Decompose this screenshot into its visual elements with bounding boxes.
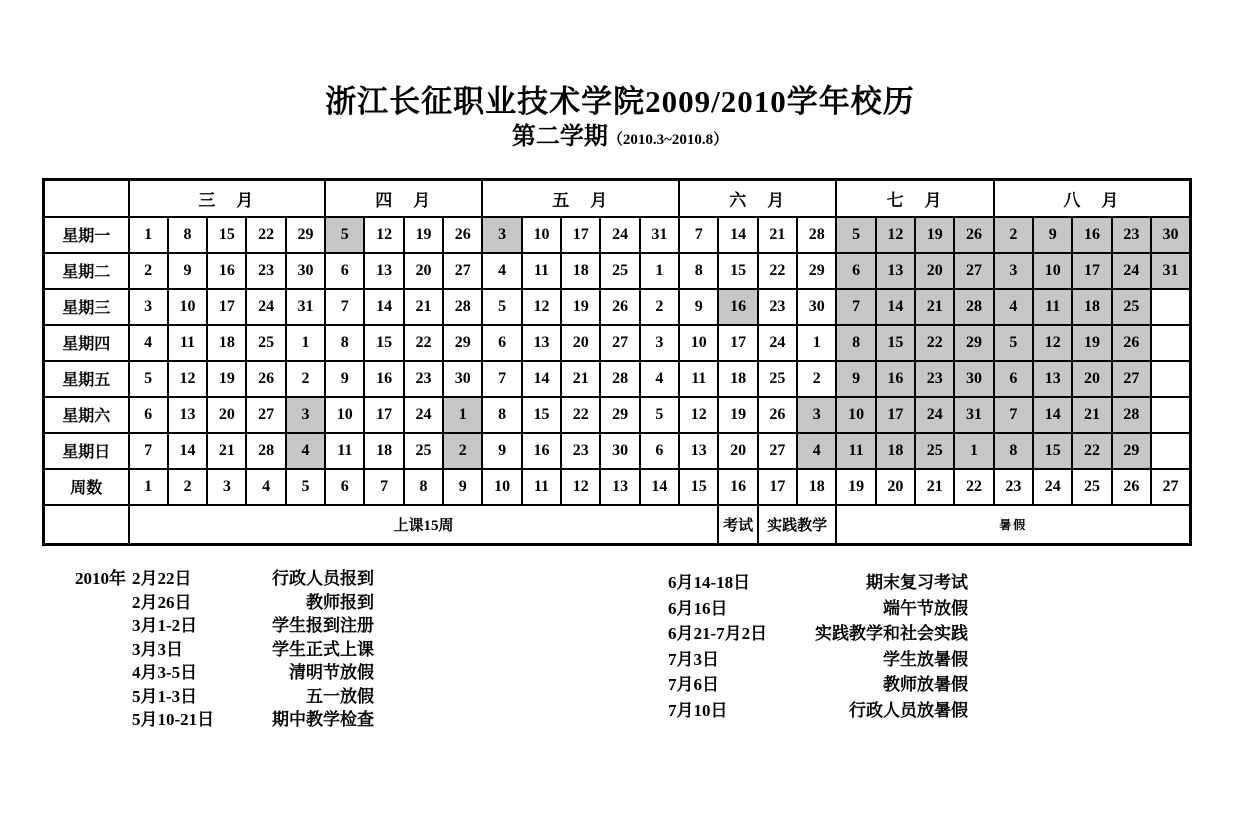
weekday-label: 星期三 [44, 289, 129, 325]
date-cell: 18 [207, 325, 246, 361]
date-cell: 17 [718, 325, 757, 361]
date-cell: 11 [325, 433, 364, 469]
date-cell: 20 [561, 325, 600, 361]
note-event: 教师报到 [306, 592, 374, 612]
period-segment: 上课15周 [129, 505, 719, 545]
date-cell: 26 [758, 397, 797, 433]
week-number-cell: 12 [561, 469, 600, 505]
date-cell: 24 [404, 397, 443, 433]
note-date: 6月16日 [668, 598, 728, 618]
week-number-cell: 27 [1151, 469, 1190, 505]
note-date: 2月26日 [132, 592, 192, 612]
date-cell: 23 [1112, 217, 1151, 253]
date-cell: 10 [679, 325, 718, 361]
date-cell: 25 [1112, 289, 1151, 325]
date-cell: 3 [797, 397, 836, 433]
date-cell: 23 [561, 433, 600, 469]
week-number-row [44, 469, 1191, 505]
date-cell: 6 [129, 397, 168, 433]
corner-cell [44, 505, 129, 545]
note-event: 清明节放假 [289, 663, 374, 682]
date-cell: 25 [600, 253, 639, 289]
date-cell: 14 [1033, 397, 1072, 433]
date-cell: 21 [915, 289, 954, 325]
date-cell: 24 [758, 325, 797, 361]
date-cell: 29 [954, 325, 993, 361]
date-cell: 4 [482, 253, 521, 289]
note-row [75, 685, 374, 709]
date-cell: 25 [758, 361, 797, 397]
month-header: 三 月 [129, 180, 326, 217]
date-cell: 28 [797, 217, 836, 253]
date-cell: 21 [561, 361, 600, 397]
date-cell: 8 [482, 397, 521, 433]
week-number-cell: 20 [876, 469, 915, 505]
date-cell: 15 [876, 325, 915, 361]
date-cell: 8 [325, 325, 364, 361]
date-cell: 30 [443, 361, 482, 397]
date-cell: 9 [1033, 217, 1072, 253]
date-cell: 11 [836, 433, 875, 469]
week-number-cell: 1 [129, 469, 168, 505]
note-date: 6月14-18日 [668, 573, 751, 592]
date-cell: 22 [1072, 433, 1111, 469]
date-cell: 15 [522, 397, 561, 433]
note-row [668, 570, 968, 596]
date-cell: 30 [1151, 217, 1190, 253]
weekday-label: 星期日 [44, 433, 129, 469]
month-header: 四 月 [325, 180, 482, 217]
date-cell: 12 [364, 217, 403, 253]
week-number-cell: 6 [325, 469, 364, 505]
year-label [75, 685, 132, 709]
note-row [75, 614, 374, 638]
date-cell: 27 [758, 433, 797, 469]
date-cell: 2 [129, 253, 168, 289]
weekday-row [44, 433, 1191, 469]
weekday-row [44, 361, 1191, 397]
date-cell: 16 [364, 361, 403, 397]
date-cell: 17 [364, 397, 403, 433]
date-cell: 18 [876, 433, 915, 469]
period-row [44, 505, 1191, 545]
date-cell: 27 [246, 397, 285, 433]
date-cell: 30 [600, 433, 639, 469]
date-cell: 31 [286, 289, 325, 325]
week-number-cell: 15 [679, 469, 718, 505]
date-cell: 5 [482, 289, 521, 325]
date-cell: 21 [404, 289, 443, 325]
date-cell: 15 [207, 217, 246, 253]
note-event: 期末复习考试 [866, 573, 968, 592]
page-subtitle [0, 116, 1240, 151]
date-cell: 17 [207, 289, 246, 325]
date-cell: 2 [994, 217, 1033, 253]
week-number-cell: 3 [207, 469, 246, 505]
date-cell: 14 [168, 433, 207, 469]
week-number-cell: 16 [718, 469, 757, 505]
date-cell: 7 [482, 361, 521, 397]
date-cell: 1 [797, 325, 836, 361]
semester-label: 第二学期 [511, 124, 608, 150]
date-cell: 4 [640, 361, 679, 397]
date-cell: 19 [207, 361, 246, 397]
year-label [75, 661, 132, 685]
note-row [75, 708, 374, 732]
date-cell: 20 [718, 433, 757, 469]
week-number-cell: 19 [836, 469, 875, 505]
note-date: 3月1-2日 [132, 616, 198, 635]
date-cell: 26 [954, 217, 993, 253]
weekday-label: 星期四 [44, 325, 129, 361]
date-cell: 13 [876, 253, 915, 289]
date-cell: 19 [561, 289, 600, 325]
week-number-label: 周数 [44, 469, 129, 505]
date-cell: 31 [1151, 253, 1190, 289]
note-event: 学生正式上课 [272, 639, 374, 659]
week-number-cell: 17 [758, 469, 797, 505]
date-cell: 2 [640, 289, 679, 325]
date-cell: 5 [994, 325, 1033, 361]
date-cell: 12 [679, 397, 718, 433]
week-number-cell: 25 [1072, 469, 1111, 505]
date-cell: 11 [1033, 289, 1072, 325]
date-cell: 23 [246, 253, 285, 289]
date-cell: 9 [325, 361, 364, 397]
date-cell: 16 [207, 253, 246, 289]
note-event: 实践教学和社会实践 [815, 624, 968, 643]
month-header: 八 月 [994, 180, 1191, 217]
date-cell: 12 [522, 289, 561, 325]
date-cell: 31 [954, 397, 993, 433]
year-label [75, 591, 132, 615]
weekday-row [44, 325, 1191, 361]
note-row [668, 596, 968, 622]
date-cell: 7 [836, 289, 875, 325]
date-cell: 6 [994, 361, 1033, 397]
date-cell: 22 [758, 253, 797, 289]
date-cell: 15 [718, 253, 757, 289]
date-cell: 4 [797, 433, 836, 469]
year-label [75, 638, 132, 662]
date-cell: 14 [522, 361, 561, 397]
week-number-cell: 9 [443, 469, 482, 505]
weekday-label: 星期一 [44, 217, 129, 253]
date-cell: 14 [876, 289, 915, 325]
note-event: 端午节放假 [883, 598, 968, 618]
date-cell: 28 [246, 433, 285, 469]
date-cell: 9 [836, 361, 875, 397]
date-cell: 19 [915, 217, 954, 253]
date-cell: 1 [954, 433, 993, 469]
note-event: 期中教学检查 [272, 710, 374, 729]
notes-left-column [75, 567, 374, 732]
date-cell: 1 [286, 325, 325, 361]
date-cell: 1 [443, 397, 482, 433]
weekday-row [44, 289, 1191, 325]
week-number-cell: 24 [1033, 469, 1072, 505]
date-cell [1151, 361, 1190, 397]
date-cell: 25 [915, 433, 954, 469]
note-event: 行政人员报到 [272, 569, 374, 588]
page-title: 浙江长征职业技术学院2009/2010学年校历 [325, 84, 915, 119]
month-header: 六 月 [679, 180, 836, 217]
date-cell [1151, 397, 1190, 433]
date-cell: 30 [286, 253, 325, 289]
note-row [75, 638, 374, 662]
date-cell: 19 [718, 397, 757, 433]
date-cell: 7 [679, 217, 718, 253]
date-cell: 3 [286, 397, 325, 433]
date-cell: 20 [404, 253, 443, 289]
note-date: 4月3-5日 [132, 663, 198, 682]
date-cell: 3 [482, 217, 521, 253]
date-cell: 18 [718, 361, 757, 397]
month-header: 七 月 [836, 180, 993, 217]
notes-right-column [668, 570, 968, 723]
week-number-cell: 14 [640, 469, 679, 505]
date-cell: 6 [640, 433, 679, 469]
date-cell: 16 [876, 361, 915, 397]
date-cell: 9 [168, 253, 207, 289]
date-cell: 27 [1112, 361, 1151, 397]
date-cell: 10 [836, 397, 875, 433]
date-cell: 8 [836, 325, 875, 361]
note-row [75, 567, 374, 591]
date-cell: 23 [758, 289, 797, 325]
date-cell: 13 [364, 253, 403, 289]
week-number-cell: 4 [246, 469, 285, 505]
date-cell: 26 [1112, 325, 1151, 361]
date-cell: 22 [915, 325, 954, 361]
date-cell: 29 [600, 397, 639, 433]
date-cell: 15 [1033, 433, 1072, 469]
date-cell: 29 [443, 325, 482, 361]
note-row [668, 621, 968, 647]
date-cell: 21 [1072, 397, 1111, 433]
week-number-cell: 11 [522, 469, 561, 505]
date-cell: 17 [876, 397, 915, 433]
date-cell: 11 [168, 325, 207, 361]
date-cell: 24 [600, 217, 639, 253]
weekday-row [44, 253, 1191, 289]
date-cell: 29 [797, 253, 836, 289]
week-number-cell: 18 [797, 469, 836, 505]
date-cell: 28 [954, 289, 993, 325]
date-cell: 19 [404, 217, 443, 253]
year-label: 2010年 [75, 569, 126, 588]
note-date: 5月10-21日 [132, 710, 215, 729]
date-cell: 23 [404, 361, 443, 397]
note-event: 五一放假 [306, 686, 374, 706]
date-cell: 24 [1112, 253, 1151, 289]
date-cell: 16 [1072, 217, 1111, 253]
note-row [75, 591, 374, 615]
date-cell: 27 [443, 253, 482, 289]
month-header: 五 月 [482, 180, 679, 217]
date-cell: 13 [679, 433, 718, 469]
date-cell: 4 [286, 433, 325, 469]
year-label [75, 708, 132, 732]
date-cell: 17 [561, 217, 600, 253]
week-number-cell: 23 [994, 469, 1033, 505]
date-cell: 20 [915, 253, 954, 289]
date-cell: 6 [836, 253, 875, 289]
date-cell: 12 [876, 217, 915, 253]
date-cell: 1 [640, 253, 679, 289]
date-cell: 16 [718, 289, 757, 325]
corner-cell [44, 180, 129, 217]
date-cell: 3 [129, 289, 168, 325]
week-number-cell: 8 [404, 469, 443, 505]
note-row [668, 647, 968, 673]
date-cell: 16 [522, 433, 561, 469]
year-label [75, 614, 132, 638]
date-cell: 24 [246, 289, 285, 325]
semester-range: （2010.3~2010.8） [607, 132, 729, 148]
date-cell: 3 [994, 253, 1033, 289]
date-cell: 10 [325, 397, 364, 433]
date-cell: 25 [404, 433, 443, 469]
date-cell: 9 [482, 433, 521, 469]
date-cell: 5 [129, 361, 168, 397]
note-row [75, 661, 374, 685]
date-cell: 14 [364, 289, 403, 325]
week-number-cell: 10 [482, 469, 521, 505]
date-cell: 13 [1033, 361, 1072, 397]
date-cell: 13 [522, 325, 561, 361]
note-date: 3月3日 [132, 639, 183, 659]
date-cell: 11 [522, 253, 561, 289]
date-cell: 2 [443, 433, 482, 469]
note-date: 7月3日 [668, 649, 719, 669]
note-event: 教师放暑假 [883, 675, 968, 694]
date-cell: 26 [246, 361, 285, 397]
semester-calendar-table [42, 178, 1192, 546]
week-number-cell: 5 [286, 469, 325, 505]
date-cell: 21 [758, 217, 797, 253]
note-event: 学生报到注册 [272, 616, 374, 635]
date-cell: 8 [994, 433, 1033, 469]
week-number-cell: 22 [954, 469, 993, 505]
date-cell: 14 [718, 217, 757, 253]
date-cell: 9 [679, 289, 718, 325]
date-cell: 12 [168, 361, 207, 397]
date-cell: 6 [482, 325, 521, 361]
date-cell: 27 [600, 325, 639, 361]
note-event: 学生放暑假 [883, 649, 968, 669]
date-cell: 20 [207, 397, 246, 433]
date-cell: 18 [561, 253, 600, 289]
note-date: 7月6日 [668, 675, 719, 694]
weekday-label: 星期五 [44, 361, 129, 397]
date-cell: 5 [325, 217, 364, 253]
date-cell: 22 [246, 217, 285, 253]
note-date: 7月10日 [668, 700, 728, 720]
date-cell: 17 [1072, 253, 1111, 289]
date-cell: 5 [836, 217, 875, 253]
date-cell: 24 [915, 397, 954, 433]
note-date: 6月21-7月2日 [668, 624, 768, 643]
week-number-cell: 2 [168, 469, 207, 505]
date-cell: 6 [325, 253, 364, 289]
date-cell: 8 [679, 253, 718, 289]
date-cell: 7 [994, 397, 1033, 433]
date-cell: 13 [168, 397, 207, 433]
date-cell [1151, 433, 1190, 469]
date-cell: 10 [1033, 253, 1072, 289]
note-row [668, 698, 968, 724]
weekday-row [44, 217, 1191, 253]
note-row [668, 672, 968, 698]
date-cell: 28 [443, 289, 482, 325]
date-cell: 26 [443, 217, 482, 253]
weekday-label: 星期二 [44, 253, 129, 289]
date-cell: 1 [129, 217, 168, 253]
date-cell: 3 [640, 325, 679, 361]
date-cell: 5 [640, 397, 679, 433]
date-cell: 7 [129, 433, 168, 469]
weekday-row [44, 397, 1191, 433]
date-cell: 18 [364, 433, 403, 469]
week-number-cell: 21 [915, 469, 954, 505]
date-cell: 25 [246, 325, 285, 361]
date-cell: 4 [129, 325, 168, 361]
date-cell: 22 [561, 397, 600, 433]
date-cell: 20 [1072, 361, 1111, 397]
date-cell: 7 [325, 289, 364, 325]
note-date: 5月1-3日 [132, 686, 198, 706]
date-cell: 23 [915, 361, 954, 397]
date-cell: 30 [797, 289, 836, 325]
weekday-label: 星期六 [44, 397, 129, 433]
date-cell: 28 [600, 361, 639, 397]
date-cell: 2 [286, 361, 325, 397]
date-cell: 8 [168, 217, 207, 253]
note-event: 行政人员放暑假 [849, 700, 968, 720]
date-cell: 27 [954, 253, 993, 289]
date-cell: 29 [286, 217, 325, 253]
date-cell: 10 [168, 289, 207, 325]
date-cell: 18 [1072, 289, 1111, 325]
week-number-cell: 26 [1112, 469, 1151, 505]
date-cell: 4 [994, 289, 1033, 325]
week-number-cell: 7 [364, 469, 403, 505]
date-cell: 11 [679, 361, 718, 397]
date-cell: 2 [797, 361, 836, 397]
date-cell: 29 [1112, 433, 1151, 469]
period-segment: 暑假 [836, 505, 1190, 545]
date-cell: 22 [404, 325, 443, 361]
period-segment: 实践教学 [758, 505, 837, 545]
date-cell: 12 [1033, 325, 1072, 361]
period-segment: 考试 [718, 505, 757, 545]
date-cell: 30 [954, 361, 993, 397]
date-cell: 10 [522, 217, 561, 253]
date-cell: 28 [1112, 397, 1151, 433]
date-cell: 31 [640, 217, 679, 253]
date-cell: 21 [207, 433, 246, 469]
week-number-cell: 13 [600, 469, 639, 505]
date-cell: 19 [1072, 325, 1111, 361]
note-date: 2月22日 [132, 569, 192, 588]
date-cell: 26 [600, 289, 639, 325]
date-cell [1151, 325, 1190, 361]
date-cell [1151, 289, 1190, 325]
date-cell: 15 [364, 325, 403, 361]
